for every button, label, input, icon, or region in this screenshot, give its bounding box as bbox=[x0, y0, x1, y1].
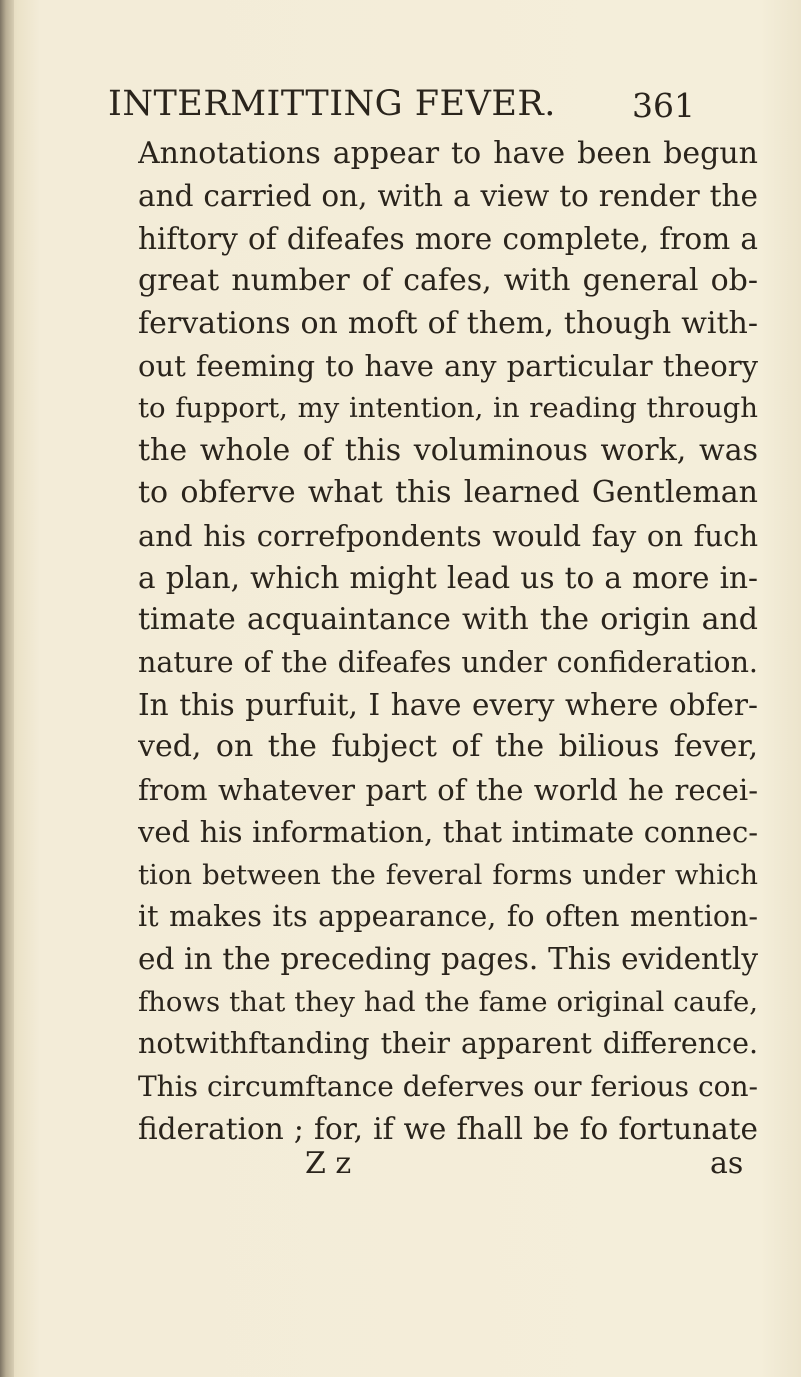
text-line: out feeming to have any particular theory bbox=[138, 348, 758, 383]
text-line: hiftory of difeafes more complete, from a bbox=[138, 221, 758, 256]
page-header bbox=[0, 84, 801, 134]
text-line: ved, on the fubject of the bilious fever, bbox=[138, 729, 758, 765]
text-line: to fupport, my intention, in reading through bbox=[138, 392, 758, 425]
text-line: This circumftance deferves our ferious con- bbox=[138, 1069, 758, 1103]
text-line: to obferve what this learned Gentleman bbox=[138, 475, 758, 511]
text-line: tion between the feveral forms under which bbox=[138, 858, 758, 891]
text-line: fideration ; for, if we fhall be fo fortunate bbox=[138, 1111, 758, 1146]
text-line: Annotations appear to have been begun bbox=[138, 136, 758, 171]
text-line: nature of the difeafes under confideration. bbox=[138, 645, 758, 679]
text-line: fervations on moft of them, though with- bbox=[138, 305, 758, 341]
text-line: and carried on, with a view to render the bbox=[138, 179, 758, 214]
text-line: great number of cafes, with general ob- bbox=[138, 263, 758, 299]
text-line: notwithftanding their apparent difference. bbox=[138, 1027, 758, 1061]
signature-mark: Z z bbox=[305, 1146, 352, 1181]
text-line: In this purfuit, I have every where obfer- bbox=[138, 688, 758, 723]
text-line: timate acquaintance with the origin and bbox=[138, 602, 758, 638]
running-head: INTERMITTING FEVER. bbox=[108, 84, 556, 124]
page-number: 361 bbox=[632, 86, 695, 125]
text-line: it makes its appearance, fo often mention- bbox=[138, 900, 758, 934]
text-line: from whatever part of the world he recei- bbox=[138, 772, 758, 807]
text-line: ved his information, that intimate connec- bbox=[138, 815, 758, 850]
text-line: fhows that they had the fame original caufe, bbox=[138, 985, 758, 1018]
text-line: ed in the preceding pages. This evidently bbox=[138, 942, 758, 977]
text-line: and his correfpondents would fay on fuch bbox=[138, 518, 758, 553]
catchword: as bbox=[710, 1146, 744, 1181]
page-footer bbox=[0, 1146, 801, 1196]
text-line: a plan, which might lead us to a more in- bbox=[138, 560, 758, 595]
text-line: the whole of this voluminous work, was bbox=[138, 432, 758, 468]
body-text bbox=[138, 133, 758, 1150]
